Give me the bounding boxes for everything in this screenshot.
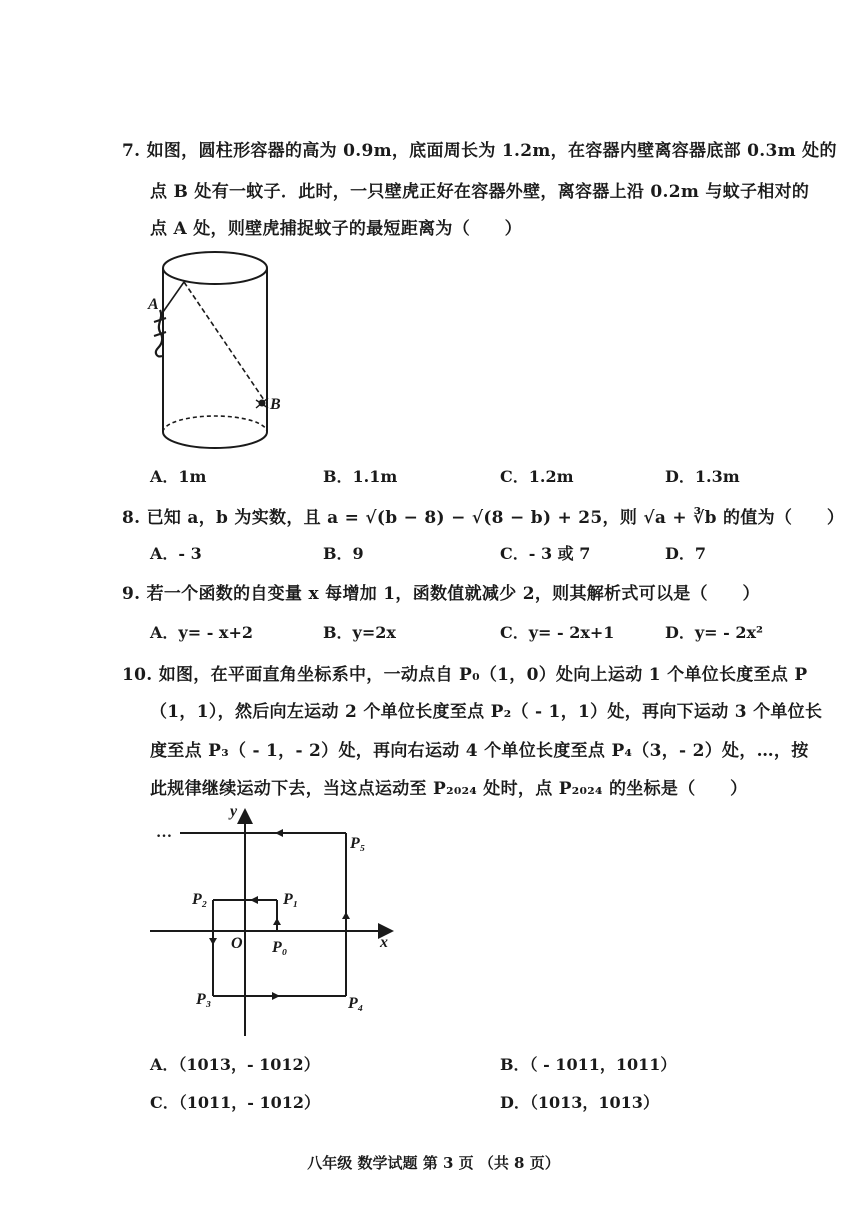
arrow-down-icon xyxy=(209,938,217,945)
q9-option-a[interactable]: A．y= - x+2 xyxy=(150,623,253,642)
q7-line-3: 点 A 处，则壁虎捕捉蚊子的最短距离为（ ） xyxy=(150,219,522,239)
cylinder-bottom-front xyxy=(163,432,267,448)
arrow-left-icon xyxy=(250,896,258,904)
cylinder-bottom-back xyxy=(163,416,267,432)
q10-line-2: （1，1），然后向左运动 2 个单位长度至点 P₂（ - 1，1）处，再向下运动 3 个单位长 xyxy=(150,702,823,722)
cylinder-top-ellipse xyxy=(163,252,267,284)
y-axis-label: y xyxy=(230,803,238,820)
q8-line xyxy=(122,503,844,528)
q10-option-d[interactable]: D．（1013，1013） xyxy=(500,1093,659,1112)
path-rim-to-b xyxy=(184,282,264,400)
point-b-label: B xyxy=(270,396,281,413)
q10-option-c[interactable]: C．（1011，- 1012） xyxy=(150,1093,321,1112)
q9-option-d[interactable]: D．y= - 2x² xyxy=(665,623,764,642)
arrow-right-icon xyxy=(272,992,280,1000)
q8-option-d[interactable]: D．7 xyxy=(665,544,707,563)
q10-option-b[interactable]: B．（ - 1011，1011） xyxy=(500,1055,677,1074)
q8-option-c[interactable]: C．- 3 或 7 xyxy=(500,544,591,563)
q7-number: 7. xyxy=(122,141,141,161)
q10-number: 10. xyxy=(122,665,153,685)
x-axis-label: x xyxy=(380,934,388,951)
q9-option-b[interactable]: B．y=2x xyxy=(323,623,396,642)
q10-option-a[interactable]: A．（1013，- 1012） xyxy=(150,1055,320,1074)
p5-label: P₅ xyxy=(350,835,366,852)
q9-option-c[interactable]: C．y= - 2x+1 xyxy=(500,623,615,642)
q8-number: 8. xyxy=(122,508,141,528)
q7-option-d[interactable]: D．1.3m xyxy=(665,467,740,486)
p0-label: P₀ xyxy=(272,939,288,956)
origin-label: O xyxy=(231,935,243,952)
q8-option-a[interactable]: A．- 3 xyxy=(150,544,202,563)
q7-option-c[interactable]: C．1.2m xyxy=(500,467,574,486)
point-a-label: A xyxy=(148,296,159,313)
cylinder-figure xyxy=(140,240,290,460)
q8-stem: 已知 a，b 为实数，且 a = √(b − 8) − √(8 − b) + 25，则 √a + ∛b 的值为（ ） xyxy=(146,508,845,528)
q7-option-b[interactable]: B．1.1m xyxy=(323,467,398,486)
q9-line xyxy=(122,579,760,604)
q9-stem: 若一个函数的自变量 x 每增加 1，函数值就减少 2，则其解析式可以是（ ） xyxy=(146,584,760,604)
p4-label: P₄ xyxy=(348,995,364,1012)
q10-line-4: 此规律继续运动下去，当这点运动至 P₂₀₂₄ 处时，点 P₂₀₂₄ 的坐标是（ ） xyxy=(150,779,748,799)
q10-stem-1: 如图，在平面直角坐标系中，一动点自 P₀（1，0）处向上运动 1 个单位长度至点 P xyxy=(158,665,808,685)
q7-option-a[interactable]: A．1m xyxy=(150,467,207,486)
arrow-up-icon xyxy=(273,918,281,925)
p3-label: P₃ xyxy=(196,991,212,1008)
q7-stem-1: 如图，圆柱形容器的高为 0.9m，底面周长为 1.2m，在容器内壁离容器底部 0.3m 处的 xyxy=(146,141,837,161)
gecko-icon xyxy=(154,310,166,356)
q9-number: 9. xyxy=(122,584,141,604)
q10-line-3: 度至点 P₃（ - 1，- 2）处，再向右运动 4 个单位长度至点 P₄（3，- 2）处，…，按 xyxy=(150,741,809,761)
p2-label: P₂ xyxy=(192,891,208,908)
q8-option-b[interactable]: B．9 xyxy=(323,544,364,563)
path-a-to-rim xyxy=(163,282,184,312)
arrow-up-icon-2 xyxy=(342,912,350,919)
page-footer: 八年级 数学试题 第 3 页 （共 8 页） xyxy=(307,1154,560,1172)
arrow-left-icon-2 xyxy=(275,829,283,837)
continuation-dots: … xyxy=(156,824,172,841)
p1-label: P₁ xyxy=(283,891,299,908)
q7-line-1 xyxy=(122,136,837,161)
q7-line-2: 点 B 处有一蚊子．此时，一只壁虎正好在容器外壁，离容器上沿 0.2m 与蚊子相对的 xyxy=(150,182,810,202)
coordinate-figure xyxy=(140,800,410,1040)
q10-line-1 xyxy=(122,660,807,685)
